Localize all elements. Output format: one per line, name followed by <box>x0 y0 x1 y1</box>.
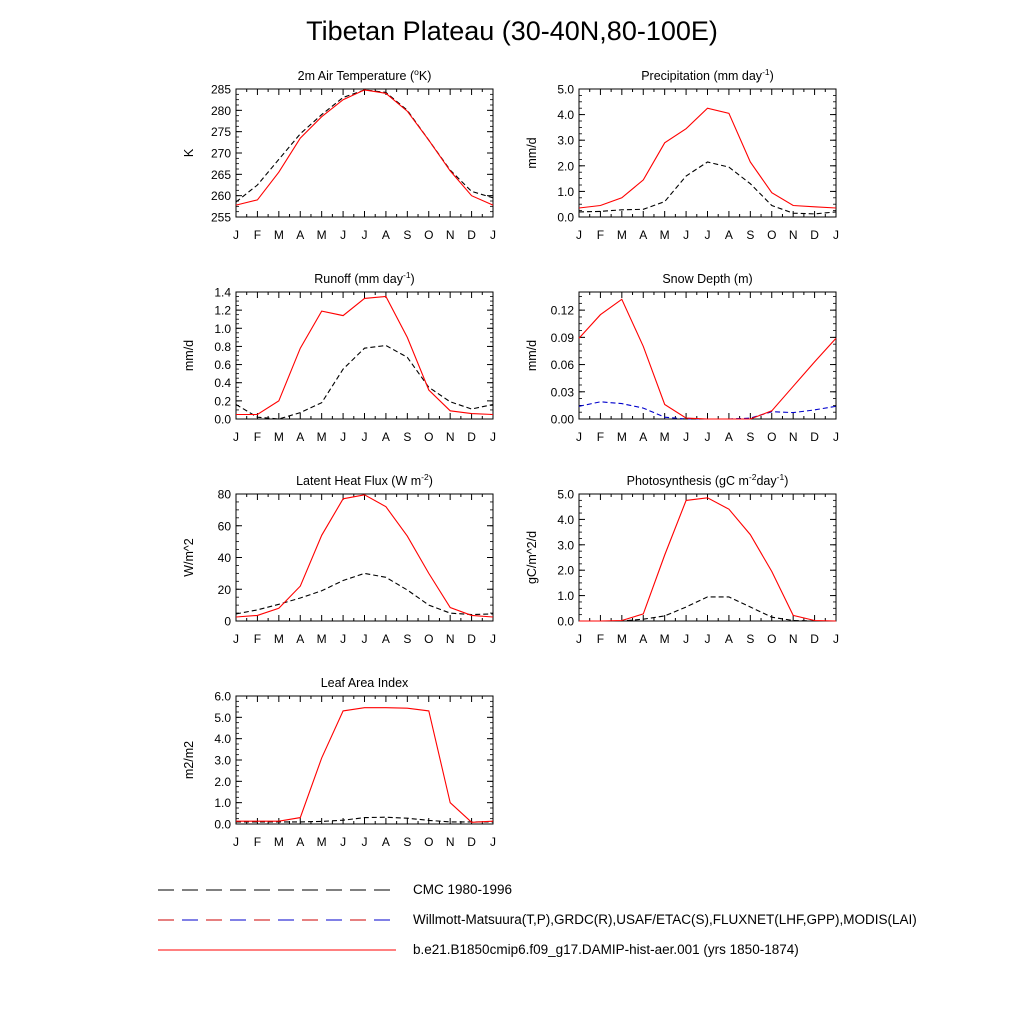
x-tick-label: D <box>467 632 476 646</box>
x-tick-label: A <box>296 430 305 444</box>
y-tick-label: 0 <box>224 614 231 629</box>
chart-title: Runoff (mm day$^{-1}$) <box>314 270 415 286</box>
y-tick-label: 1.4 <box>214 285 231 300</box>
y-axis-label: mm/d <box>182 339 196 372</box>
y-axis-label: mm/d <box>525 137 539 169</box>
y-tick-label: 285 <box>210 82 231 97</box>
x-tick-label: O <box>767 430 777 444</box>
series-line-0 <box>579 299 836 419</box>
x-tick-label: M <box>316 835 327 849</box>
x-tick-label: M <box>659 430 670 444</box>
x-tick-label: F <box>596 228 605 242</box>
series-line-0 <box>579 498 836 621</box>
y-tick-label: 1.0 <box>214 321 231 336</box>
x-tick-label: N <box>788 430 798 444</box>
y-tick-label: 3.0 <box>214 753 231 768</box>
y-tick-label: 5.0 <box>214 710 231 725</box>
chart-panel-3 <box>525 272 839 444</box>
chart-title: Latent Heat Flux (W $m^{-2}$) <box>296 472 433 488</box>
x-tick-label: F <box>596 430 605 444</box>
plot-frame <box>579 494 836 621</box>
x-tick-label: D <box>810 228 819 242</box>
series-line-1 <box>236 573 493 614</box>
y-tick-label: 4.0 <box>214 732 231 747</box>
x-tick-label: M <box>273 835 284 849</box>
x-tick-label: A <box>724 430 733 444</box>
y-tick-label: 1.0 <box>557 184 574 199</box>
x-tick-label: J <box>683 228 690 242</box>
x-tick-label: J <box>490 228 496 242</box>
x-tick-label: O <box>767 228 777 242</box>
chart-panel-4 <box>182 472 496 646</box>
y-tick-label: 2.0 <box>214 774 231 789</box>
x-tick-label: D <box>467 835 476 849</box>
x-tick-label: F <box>253 430 262 444</box>
x-tick-label: J <box>340 835 347 849</box>
y-tick-label: 0.09 <box>550 330 574 345</box>
series-line-1 <box>236 346 493 420</box>
series-line-0 <box>236 708 493 823</box>
y-tick-label: 0.0 <box>557 614 574 629</box>
x-tick-label: S <box>403 632 412 646</box>
y-tick-label: 0.00 <box>550 412 574 427</box>
y-tick-label: 0.0 <box>214 817 231 832</box>
x-tick-label: A <box>296 835 305 849</box>
y-tick-label: 5.0 <box>557 82 574 97</box>
x-tick-label: N <box>445 430 455 444</box>
series-line-0 <box>236 90 493 205</box>
x-tick-label: J <box>704 228 711 242</box>
x-tick-label: N <box>445 632 455 646</box>
x-tick-label: A <box>639 430 648 444</box>
x-tick-label: A <box>296 632 305 646</box>
x-tick-label: J <box>490 835 496 849</box>
x-tick-label: M <box>273 430 284 444</box>
plot-frame <box>236 89 493 217</box>
chart-title: Leaf Area Index <box>320 676 409 690</box>
x-tick-label: A <box>381 632 390 646</box>
x-tick-label: M <box>316 632 327 646</box>
x-tick-label: J <box>833 228 839 242</box>
x-tick-label: S <box>403 228 412 242</box>
page-title: Tibetan Plateau (30-40N,80-100E) <box>306 16 718 46</box>
x-tick-label: J <box>361 228 368 242</box>
y-axis-label: W/m^2 <box>182 538 196 577</box>
x-tick-label: J <box>233 835 239 849</box>
x-tick-label: M <box>316 228 327 242</box>
x-tick-label: O <box>424 632 434 646</box>
x-tick-label: S <box>403 430 412 444</box>
y-tick-label: 20 <box>217 582 231 597</box>
x-tick-label: D <box>467 430 476 444</box>
x-tick-label: M <box>273 228 284 242</box>
x-tick-label: O <box>424 430 434 444</box>
y-tick-label: 0.8 <box>214 339 231 354</box>
plot-frame <box>236 696 493 824</box>
legend-label-model: b.e21.B1850cmip6.f09_g17.DAMIP-hist-aer.001 (yrs 1850-1874) <box>413 942 799 957</box>
x-tick-label: M <box>616 228 627 242</box>
chart-panel-6 <box>182 676 496 849</box>
chart-panel-0 <box>182 67 496 242</box>
x-tick-label: J <box>340 632 347 646</box>
y-axis-label: mm/d <box>525 339 539 372</box>
x-tick-label: N <box>788 632 798 646</box>
y-tick-label: 1.0 <box>557 589 574 604</box>
y-tick-label: 0.0 <box>214 412 231 427</box>
x-tick-label: M <box>659 228 670 242</box>
x-tick-label: D <box>810 430 819 444</box>
x-tick-label: M <box>316 430 327 444</box>
chart-title: Precipitation (mm day$^{-1}$) <box>641 67 774 83</box>
x-tick-label: A <box>381 430 390 444</box>
x-tick-label: F <box>253 632 262 646</box>
x-tick-label: J <box>361 835 368 849</box>
x-tick-label: J <box>340 430 347 444</box>
x-tick-label: M <box>659 632 670 646</box>
y-tick-label: 3.0 <box>557 538 574 553</box>
x-tick-label: N <box>445 228 455 242</box>
y-tick-label: 4.0 <box>557 512 574 527</box>
y-axis-label: m2/m2 <box>182 740 196 780</box>
y-tick-label: 0.12 <box>550 303 574 318</box>
y-tick-label: 0.03 <box>550 385 574 400</box>
series-line-1 <box>236 90 493 202</box>
y-tick-label: 5.0 <box>557 487 574 502</box>
y-tick-label: 265 <box>210 167 231 182</box>
x-tick-label: J <box>490 632 496 646</box>
x-tick-label: J <box>833 430 839 444</box>
x-tick-label: A <box>381 835 390 849</box>
x-tick-label: A <box>296 228 305 242</box>
x-tick-label: O <box>424 835 434 849</box>
chart-panel-2 <box>182 270 496 444</box>
x-tick-label: O <box>424 228 434 242</box>
x-tick-label: J <box>233 632 239 646</box>
x-tick-label: J <box>340 228 347 242</box>
x-tick-label: N <box>445 835 455 849</box>
x-tick-label: S <box>746 228 755 242</box>
y-tick-label: 0.2 <box>214 394 231 409</box>
y-tick-label: 255 <box>210 210 231 225</box>
x-tick-label: S <box>403 835 412 849</box>
y-tick-label: 2.0 <box>557 563 574 578</box>
y-tick-label: 1.0 <box>214 796 231 811</box>
y-tick-label: 40 <box>217 551 231 565</box>
x-tick-label: J <box>233 228 239 242</box>
x-tick-label: J <box>576 632 582 646</box>
x-tick-label: J <box>683 632 690 646</box>
x-tick-label: A <box>381 228 390 242</box>
x-tick-label: F <box>253 835 262 849</box>
x-tick-label: J <box>683 430 690 444</box>
chart-title: Snow Depth (m) <box>662 272 753 286</box>
y-tick-label: 1.2 <box>214 303 231 318</box>
legend-label-observations: Willmott-Matsuura(T,P),GRDC(R),USAF/ETAC(S),FLUXNET(LHF,GPP),MODIS(LAI) <box>413 912 917 927</box>
series-line-0 <box>236 495 493 617</box>
y-tick-label: 0.4 <box>214 376 231 391</box>
y-tick-label: 80 <box>217 487 231 502</box>
y-tick-label: 260 <box>210 189 231 204</box>
x-tick-label: J <box>490 430 496 444</box>
x-tick-label: J <box>704 632 711 646</box>
x-tick-label: A <box>724 632 733 646</box>
y-tick-label: 270 <box>210 146 231 161</box>
y-tick-label: 280 <box>210 103 231 118</box>
x-tick-label: A <box>724 228 733 242</box>
y-tick-label: 4.0 <box>557 108 574 123</box>
x-tick-label: O <box>767 632 777 646</box>
y-tick-label: 2.0 <box>557 159 574 174</box>
series-line-0 <box>579 108 836 208</box>
plot-frame <box>236 494 493 621</box>
x-tick-label: F <box>253 228 262 242</box>
y-tick-label: 275 <box>210 125 231 140</box>
y-tick-label: 60 <box>217 519 231 534</box>
x-tick-label: S <box>746 632 755 646</box>
x-tick-label: J <box>576 228 582 242</box>
chart-panel-1 <box>525 67 839 242</box>
x-tick-label: J <box>361 430 368 444</box>
plot-frame <box>579 292 836 419</box>
x-tick-label: J <box>576 430 582 444</box>
x-tick-label: M <box>616 430 627 444</box>
y-tick-label: 0.0 <box>557 210 574 225</box>
y-axis-label: K <box>182 148 196 158</box>
x-tick-label: J <box>833 632 839 646</box>
y-tick-label: 0.06 <box>550 358 574 373</box>
x-tick-label: J <box>704 430 711 444</box>
series-line-0 <box>236 297 493 415</box>
x-tick-label: S <box>746 430 755 444</box>
x-tick-label: D <box>467 228 476 242</box>
chart-title: Photosynthesis (gC $m^{-2}day^{-1}$) <box>626 472 789 488</box>
x-tick-label: A <box>639 228 648 242</box>
x-tick-label: N <box>788 228 798 242</box>
x-tick-label: F <box>596 632 605 646</box>
x-tick-label: M <box>273 632 284 646</box>
x-tick-label: A <box>639 632 648 646</box>
y-tick-label: 0.6 <box>214 358 231 373</box>
x-tick-label: M <box>616 632 627 646</box>
legend-label-cmc: CMC 1980-1996 <box>413 882 513 897</box>
x-tick-label: J <box>361 632 368 646</box>
y-tick-label: 6.0 <box>214 689 231 704</box>
y-tick-label: 3.0 <box>557 133 574 148</box>
y-axis-label: gC/m^2/d <box>525 530 539 585</box>
x-tick-label: D <box>810 632 819 646</box>
chart-title: 2m Air Temperature ($^o$K) <box>297 67 432 83</box>
x-tick-label: J <box>233 430 239 444</box>
plot-frame <box>236 292 493 419</box>
chart-panel-5 <box>525 472 839 646</box>
